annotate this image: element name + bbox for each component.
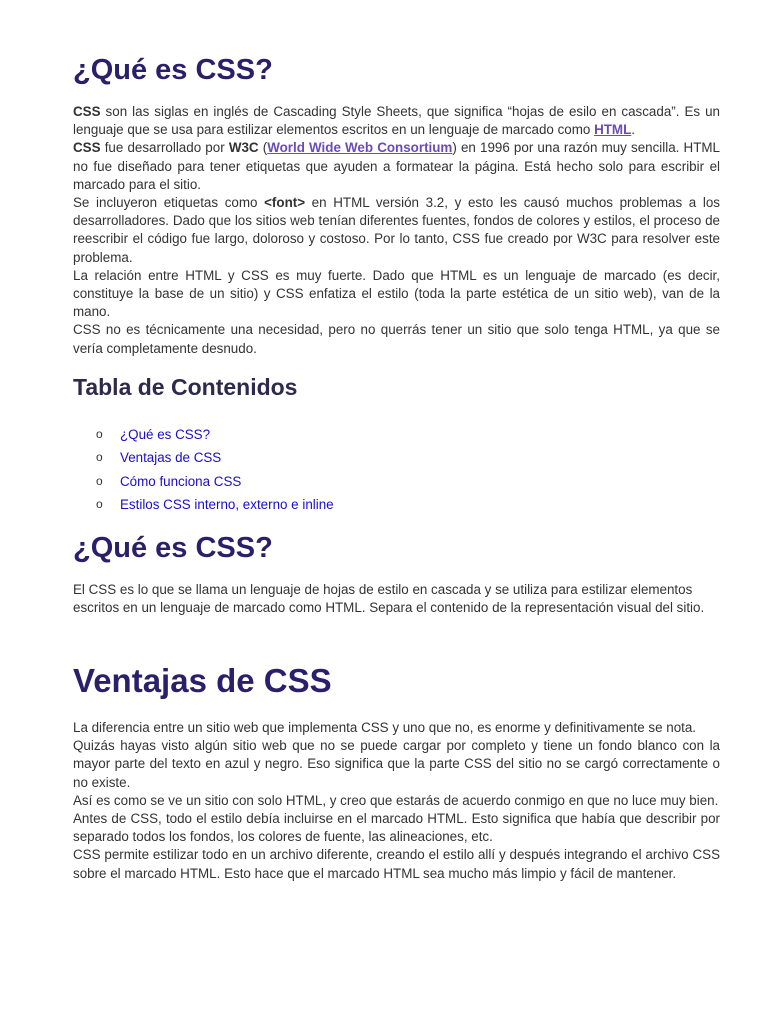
- definition-section: [73, 581, 720, 617]
- intro-text: ) en 1996 por una razón muy sencilla. HTML no fue diseñado para tener etiquetas que ayuden a formatear la página. Está hecho solo para escribir el marcado para el sitio.: [73, 140, 720, 192]
- intro-paragraph-2: [73, 139, 720, 194]
- html-link[interactable]: HTML: [594, 122, 632, 138]
- toc-item: [96, 446, 334, 469]
- section-heading-ventajas: Ventajas de CSS: [73, 662, 332, 699]
- advantages-paragraph-3: Así es como se ve un sitio con solo HTML, y creo que estarás de acuerdo conmigo en que no luce muy bien.: [73, 792, 719, 808]
- intro-text: fue desarrollado por: [100, 140, 229, 156]
- font-tag-bold: <font>: [264, 195, 306, 211]
- bullet-icon: o: [96, 427, 103, 441]
- intro-section: [73, 103, 720, 358]
- w3c-link[interactable]: World Wide Web Consortium: [267, 140, 453, 156]
- table-of-contents: [96, 423, 334, 517]
- page-title: ¿Qué es CSS?: [73, 54, 273, 86]
- toc-item: [96, 470, 334, 493]
- css-bold: CSS: [73, 140, 101, 156]
- intro-text: son las siglas en inglés de Cascading Style Sheets, que significa “hojas de esilo en cascada”. Es un lenguaje que se usa para estilizar elementos escritos en un lenguaje de marcado como: [73, 104, 720, 138]
- bullet-icon: o: [96, 473, 103, 488]
- definition-paragraph: El CSS es lo que se llama un lenguaje de hojas de estilo en cascada y se utiliza para estilizar elementos escritos en un lenguaje de marcado como HTML. Separa el contenido de la representación visual del sitio.: [73, 582, 705, 616]
- advantages-section: [73, 719, 720, 883]
- section-heading-que-es-css: ¿Qué es CSS?: [73, 532, 273, 564]
- advantages-paragraph-4: Antes de CSS, todo el estilo debía incluirse en el marcado HTML. Esto significa que había que describir por separado todos los fondos, los colores de fuente, las alineaciones, etc.: [73, 811, 720, 845]
- w3c-bold: W3C: [228, 140, 259, 156]
- intro-paragraph-1: [73, 103, 720, 139]
- intro-paragraph-3: [73, 194, 720, 267]
- toc-link-que-es-css[interactable]: ¿Qué es CSS?: [120, 427, 211, 442]
- advantages-paragraph-5: CSS permite estilizar todo en un archivo diferente, creando el estilo allí y después integrando el archivo CSS sobre el marcado HTML. Esto hace que el marcado HTML sea mucho más limpio y fácil de mantener.: [73, 847, 720, 881]
- intro-text: en HTML versión 3.2, y esto les causó muchos problemas a los desarrolladores. Dado que los sitios web tenían diferentes fuentes, fondos de colores y estilos, el proceso de reescribir el código fue largo, doloroso y costoso. Por lo tanto, CSS fue creado por W3C para resolver este problema.: [73, 195, 720, 265]
- intro-text-end: .: [631, 122, 635, 138]
- toc-heading: Tabla de Contenidos: [73, 374, 298, 400]
- intro-paragraph-5: CSS no es técnicamente una necesidad, pero no querrás tener un sitio que solo tenga HTML, ya que se vería completamente desnudo.: [73, 322, 720, 356]
- toc-link-estilos[interactable]: Estilos CSS interno, externo e inline: [120, 497, 334, 513]
- css-bold: CSS: [73, 104, 101, 119]
- advantages-paragraph-1: La diferencia entre un sitio web que implementa CSS y uno que no, es enorme y definitivamente se nota.: [73, 720, 697, 735]
- toc-item: [96, 493, 334, 516]
- toc-item: [96, 423, 334, 446]
- toc-link-ventajas[interactable]: Ventajas de CSS: [120, 450, 222, 466]
- toc-link-como-funciona[interactable]: Cómo funciona CSS: [120, 473, 242, 489]
- intro-text: Se incluyeron etiquetas como: [73, 195, 265, 211]
- bullet-icon: o: [96, 450, 103, 465]
- intro-text: (: [258, 140, 268, 156]
- intro-paragraph-4: La relación entre HTML y CSS es muy fuerte. Dado que HTML es un lenguaje de marcado (es decir, constituye la base de un sitio) y CSS enfatiza el estilo (toda la parte estética de un sitio web), van de la mano.: [73, 267, 720, 320]
- advantages-paragraph-2: Quizás hayas visto algún sitio web que no se puede cargar por completo y tiene un fondo blanco con la mayor parte del texto en azul y negro. Eso significa que la parte CSS del sitio no se cargó correctamente o no existe.: [73, 738, 720, 790]
- bullet-icon: o: [96, 497, 103, 512]
